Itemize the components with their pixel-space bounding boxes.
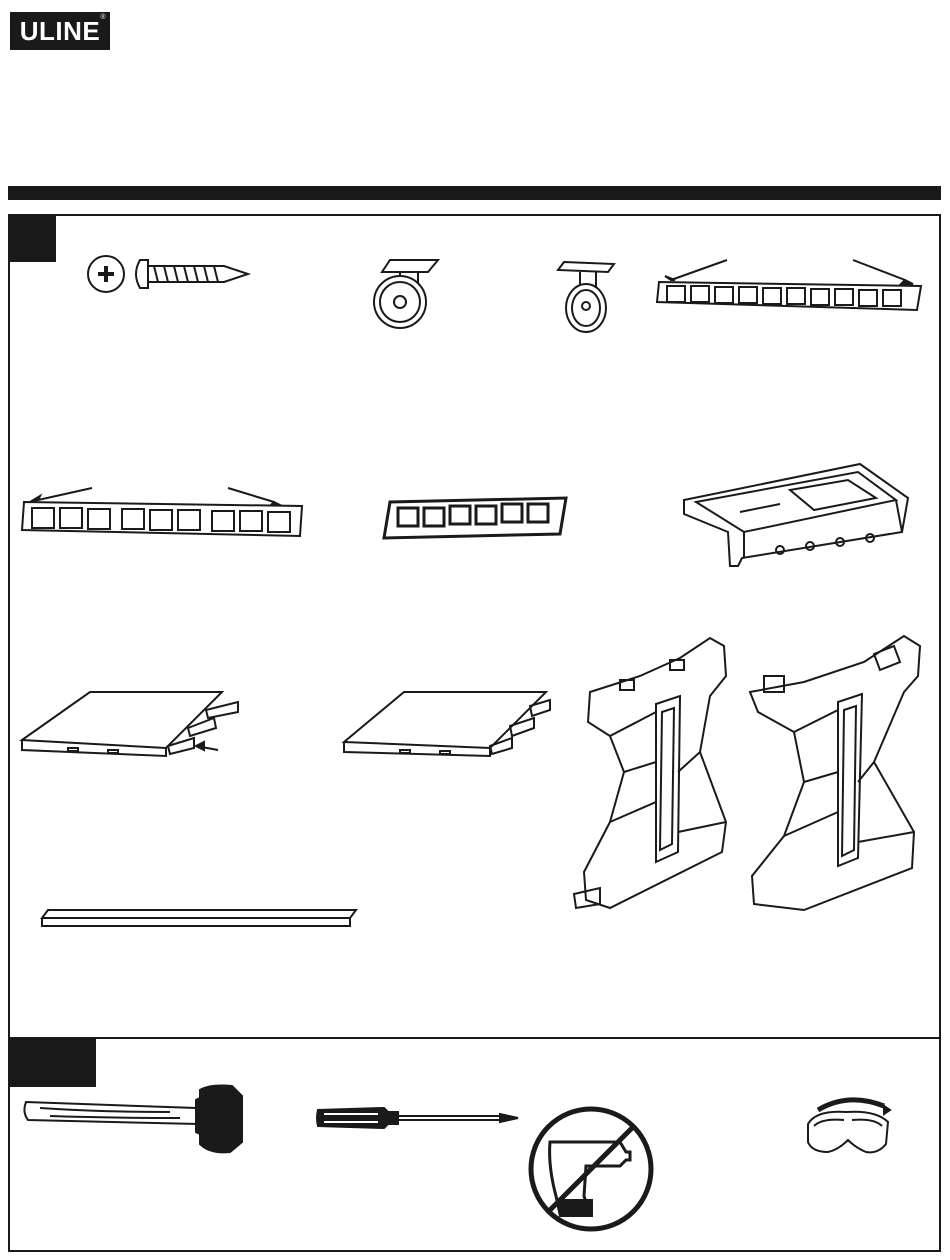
tools-section-tab xyxy=(10,1039,96,1087)
leg-frame-right-icon xyxy=(744,632,924,914)
logo-text: ULINE xyxy=(19,16,101,46)
rubber-mallet-icon xyxy=(20,1082,246,1154)
channel-bar-icon xyxy=(38,906,360,930)
parts-section-tab xyxy=(10,216,56,262)
screw-icon xyxy=(84,252,250,298)
top-tray-icon xyxy=(680,462,910,568)
leg-frame-left-icon xyxy=(570,632,730,912)
shelf-with-tabs-icon xyxy=(18,690,250,764)
swivel-caster-icon xyxy=(372,256,440,332)
short-rail-icon xyxy=(380,496,570,540)
section-divider xyxy=(8,1037,941,1039)
no-power-drill-icon xyxy=(526,1104,656,1234)
registered-mark: ® xyxy=(100,14,106,21)
long-rail-lower-icon xyxy=(18,484,304,540)
phillips-screwdriver-icon xyxy=(314,1104,520,1132)
shelf-icon xyxy=(340,690,554,760)
long-rail-upper-icon xyxy=(655,258,925,318)
brand-logo xyxy=(10,12,110,50)
rigid-caster-icon xyxy=(554,258,618,334)
header-rule xyxy=(8,186,941,200)
safety-goggles-icon xyxy=(802,1094,896,1158)
